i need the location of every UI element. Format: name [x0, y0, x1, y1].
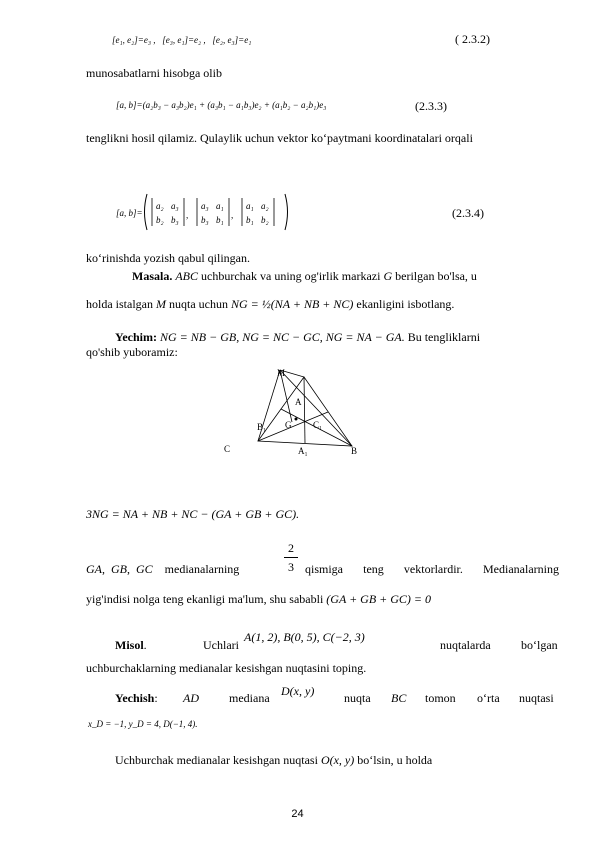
masala-label: Masala. [132, 269, 173, 283]
yechish-nuqta: nuqta [344, 691, 371, 705]
label-m: M [277, 368, 286, 378]
det3-a11: a₁ [246, 201, 254, 211]
label-c: C [224, 444, 231, 454]
median-line-1: GA, GB, GC medianalarning [86, 562, 240, 576]
yechish-tomon: tomon [425, 691, 456, 705]
misol-line-2: uchburchaklarning medianalar kesishgan nuqtasini toping. [86, 661, 367, 675]
fraction-two-thirds [284, 541, 298, 574]
eq-sum-vectors: 3NG = NA + NB + NC − (GA + GB + GC). [86, 507, 300, 521]
yechim-line-2: qo'shib yuboramiz: [86, 345, 178, 359]
det1-a22: b₃ [171, 215, 179, 225]
yechish-line-1: Yechish: [115, 691, 158, 705]
label-b1: B₁ [257, 422, 267, 432]
label-a1: A₁ [298, 446, 308, 456]
yechish-nuqtasi: nuqtasi [519, 691, 554, 705]
yechish-coords: x_D = −1, y_D = 4, D(−1, 4). [88, 719, 198, 729]
eq-number-2-3-3: (2.3.3) [415, 99, 447, 113]
text-line-munosabatlarni: munosabatlarni hisobga olib [86, 66, 222, 80]
eq-2-3-4-determinants: a₂ a₃ b₂ b₃ , a₃ a₁ b₃ b₁ , a₁ a₂ b₁ b₂ [142, 192, 290, 232]
median-aa1 [304, 377, 305, 443]
text-line-korinishda: ko‘rinishda yozish qabul qilingan. [86, 251, 250, 265]
last-line: Uchburchak medianalar kesishgan nuqtasi O(x, y) bo‘lsin, u holda [115, 753, 433, 767]
det1-a21: b₂ [156, 215, 164, 225]
det3-a21: b₁ [246, 215, 254, 225]
eq-2-3-2: [e₁, e₂]=e₃ , [e₃, e₁]=e₂ , [e₂, e₃]=e₁ [112, 35, 252, 45]
det2-a21: b₃ [201, 215, 209, 225]
yechish-ad: AD [183, 691, 199, 705]
misol-label: Misol [115, 638, 144, 652]
yechish-point-d: D(x, y) [281, 684, 315, 698]
det1-a11: a₂ [156, 201, 164, 211]
det2-a22: b₁ [216, 215, 224, 225]
masala-formula: NG = ½(NA + NB + NC) [230, 297, 354, 311]
fraction-denominator: 3 [288, 560, 294, 574]
last-point-o: O(x, y) [320, 753, 355, 767]
eq-2-3-3: [a, b]=(a₂b₃ − a₃b₂)e₁ + (a₃b₁ − a₁b₃)e₂ + (a₁b₂ − a₂b₁)e₃ [116, 100, 327, 110]
triangle-diagram [220, 362, 370, 462]
masala-line-1: Masala. ABC uchburchak va uning og'irlik markazi G berilgan bo'lsa, u [132, 269, 477, 283]
yechish-label: Yechish [115, 691, 155, 705]
masala-line-2: holda istalgan M nuqta uchun NG = ½(NA + NB + NC) ekanligini isbotlang. [86, 297, 455, 311]
label-c1: C₁ [313, 420, 323, 430]
yechish-bc: BC [391, 691, 407, 705]
det3-a12: a₂ [261, 201, 269, 211]
misol-line-1: Misol. [115, 638, 147, 652]
yechim-line-1: Yechim: NG = NB − GB, NG = NC − GC, NG = NA − GA. Bu tengliklarni [115, 330, 481, 344]
eq-2-3-2-part-c: [e₂, e₃]=e₁ [212, 35, 252, 45]
median-line-1-rest: qismiga teng vektorlardir. Medianalarning [305, 562, 559, 576]
fraction-numerator: 2 [288, 541, 294, 555]
yechish-orta: o‘rta [477, 691, 500, 705]
label-g: G [285, 420, 292, 430]
eq-2-3-4-lhs: [a, b]= [116, 208, 143, 218]
label-b: B [351, 446, 358, 456]
eq-number-2-3-2: ( 2.3.2) [455, 32, 490, 46]
triangle-figure [220, 362, 370, 462]
det2-a11: a₃ [201, 201, 209, 211]
median-zero-formula: (GA + GB + GC) = 0 [326, 592, 432, 606]
misol-uchlari: Uchlari [203, 638, 239, 652]
det2-a12: a₁ [216, 201, 224, 211]
yechish-mediana: mediana [229, 691, 270, 705]
eq-2-3-2-part-b: [e₃, e₁]=e₂ [162, 35, 202, 45]
text-line-tenglikni: tenglikni hosil qilamiz. Qulaylik uchun vektor ko‘paytmani koordinatalari orqali [86, 131, 473, 145]
median-line-2: yig'indisi nolga teng ekanligi ma'lum, shu sababli (GA + GB + GC) = 0 [86, 592, 432, 606]
det1-a12: a₃ [171, 201, 179, 211]
yechim-label: Yechim: [115, 330, 157, 344]
yechim-formula: NG = NB − GB, NG = NC − GC, NG = NA − GA. [160, 330, 405, 344]
point-g [295, 418, 298, 421]
misol-bolgan: bo‘lgan [521, 638, 558, 652]
label-a: A [295, 397, 302, 407]
eq-number-2-3-4: (2.3.4) [452, 206, 484, 220]
det3-a22: b₂ [261, 215, 269, 225]
misol-nuqtalarda: nuqtalarda [440, 638, 491, 652]
eq-2-3-2-part-a: [e₁, e₂]=e₃ [112, 35, 151, 45]
page-number: 24 [291, 808, 304, 820]
misol-points: A(1, 2), B(0, 5), C(−2, 3) [244, 630, 365, 644]
segment-mb [280, 370, 352, 446]
